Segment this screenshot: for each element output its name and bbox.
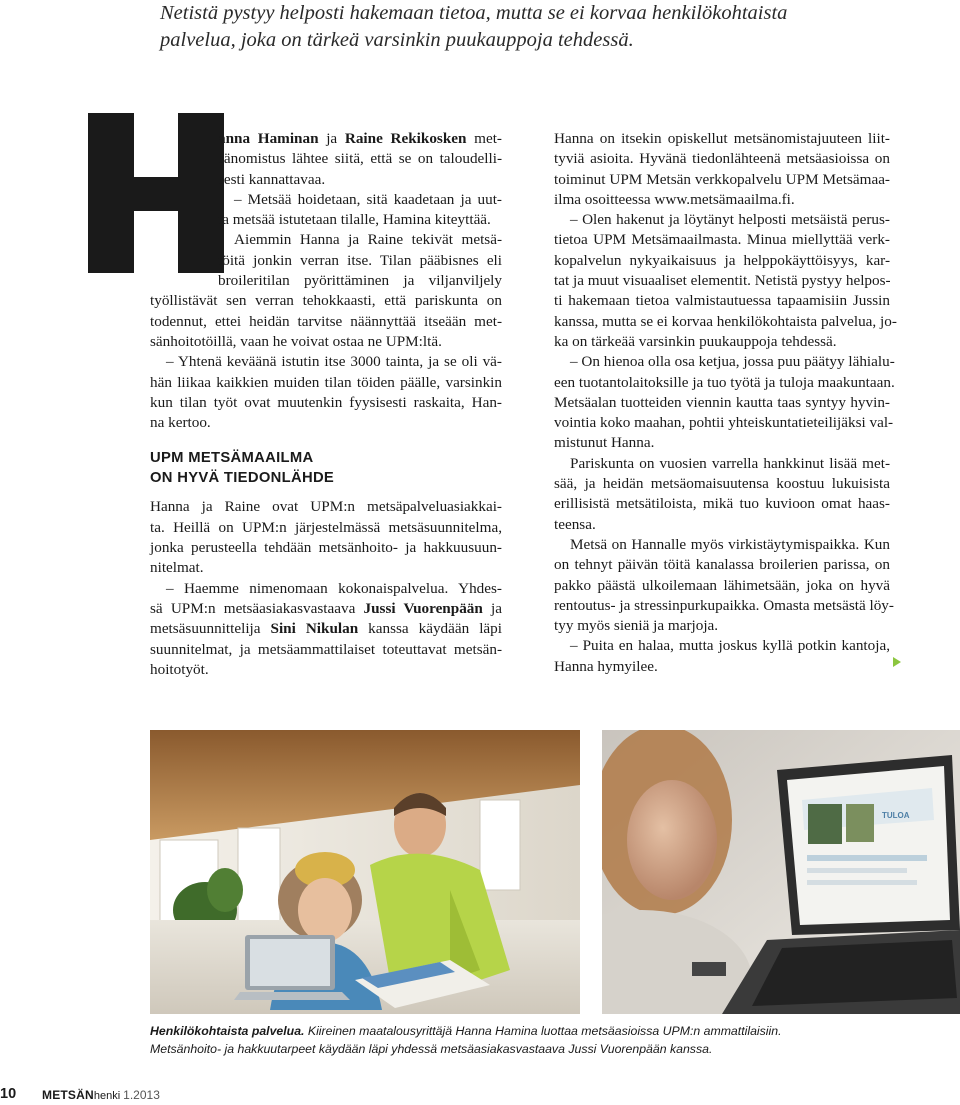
text-line: tat ja muut visuaaliset elementit. Netistä pystyy helpos- [554,272,891,290]
text-line: sänhoitotöillä, vaan he voivat ostaa ne UPM:ltä. [150,332,442,350]
intro-paragraph [218,129,502,291]
text-line: – Yhtenä keväänä istutin itse 3000 tainta, ja se oli vä- [166,353,502,371]
pull-quote-line: Netistä pystyy helposti hakemaan tietoa, mutta se ei korvaa henkilökohtaista [160,2,788,24]
text-line: toiminut UPM Metsän verkkopalvelu UPM Metsämaa- [554,170,890,188]
text-line: töitä jonkin verran itse. Tilan pääbisnes eli [218,251,502,269]
text-line: – Metsää hoidetaan, sitä kaadetaan ja uut- [234,190,502,208]
text-line: kanssa, mutta se ei korvaa henkilökohtaista palvelua, jo- [554,312,897,330]
text-fragment: ja [482,599,502,617]
text-fragment: ja [318,130,345,147]
text-line: teensa. [554,515,596,533]
text-line: ka on tärkeää varsinkin puukauppoja tehdessä. [554,332,837,350]
magazine-name-a: METSÄN [42,1088,94,1102]
text-line: – On hienoa olla osa ketjua, jossa puu päätyy lähialu- [570,353,895,371]
magazine-name-b: henki [93,1090,121,1102]
photo-couple-at-laptop [150,730,580,1014]
person-name: Raine Rekikosken [344,130,467,147]
caption-title: Henkilökohtaista palvelua. [150,1024,305,1038]
text-line: sää, ja heidän metsäomaisuutensa koostuu lukuisista [554,475,890,493]
text-line: Pariskunta on vuosien varrella hankkinut lisää met- [570,454,890,472]
text-line: na kertoo. [150,414,211,432]
text-line: työllistävät sen verran tehokkaasti, että pariskunta on [150,292,502,310]
text-line: todennut, ettei heidän tarvitse näännyttää itseään met- [150,312,502,330]
text-line: mistunut Hanna. [554,434,655,452]
text-line: hän liikaa kaikkien muiden tilan töiden päälle, varsinkin [150,373,502,391]
text-line [150,599,502,619]
caption-text: Kiireinen maatalousyrittäjä Hanna Hamina luottaa metsäasioissa UPM:n ammattilaisiin. [304,1024,782,1038]
pull-quote-line: palvelua, joka on tärkeä varsinkin puukauppoja tehdessä. [160,29,634,51]
issue-number: 1.2013 [123,1088,160,1102]
text-fragment: sä UPM:n metsäasiakasvastaava [150,599,364,617]
text-line: – Olen hakenut ja löytänyt helposti metsäistä perus- [570,211,890,229]
text-line: nitelmat. [150,559,204,577]
article-column-2 [554,129,897,677]
text-line: sänomistus lähtee siitä, että se on taloudelli- [218,150,502,168]
text-line: vointia koko maahan, pohtii yhteiskuntatieteilijäksi val- [554,414,894,432]
text-line: suunnitelmat, ja metsäammattilaiset toteuttavat metsän- [150,640,502,658]
text-line: tietoa UPM Metsämaailmasta. Minua miellyttää verk- [554,231,890,249]
text-line: broileritilan pyörittäminen ja viljanviljely [218,272,502,290]
text-line: Metsä on Hannalle myös virkistäytymispaikka. Kun [570,535,890,553]
text-line: pakko päästä ulkoilemaan lähimetsään, joka on hyvä [554,576,890,594]
caption-line: Metsänhoito- ja hakkuutarpeet käydään läpi yhdessä metsäasiakasvastaava Jussi Vuorenpään kanssa. [150,1042,713,1056]
text-line: Aiemmin Hanna ja Raine tekivät metsä- [234,231,502,249]
text-line: ta. Heillä on UPM:n järjestelmässä metsäsuunnitelma, [150,518,502,536]
text-line: erillisistä metsätiloista, mikä tuo kuvioon omat haas- [554,495,890,513]
text-line: jonka perusteella tehdään metsänhoito- ja hakkuusuun- [150,539,502,557]
text-line: Hanna ja Raine ovat UPM:n metsäpalveluasiakkai- [150,498,502,516]
text-line: kun tilan työt ovat muutenkin fyysisesti raskaita, Han- [150,393,502,411]
text-line: ti hakemaan tietoa valmistautuessa tapaamisiin Jussin [554,292,890,310]
text-fragment: kanssa käydään läpi [358,620,502,638]
text-line: tyy myös sieniä ja marjoja. [554,617,719,635]
text-line: rentoutus- ja stressinpurkupaikka. Omasta metsästä löy- [554,596,894,614]
text-line: een tuotantolaitoksille ja tuo työtä ja tuloja maakuntaan. [554,373,895,391]
person-name: anna Haminan [218,130,319,147]
photo-caption [150,1022,960,1058]
text-line: ta metsää istutetaan tilalle, Hamina kiteyttää. [218,211,491,229]
magazine-name [42,1088,160,1102]
text-line: ilma osoitteessa www.metsämaailma.fi. [554,190,795,208]
article-column-1 [150,129,502,680]
text-line: Metsäalan tuotteiden viennin kautta taas syntyy hyvin- [554,393,890,411]
end-of-article-arrow-icon [893,657,901,667]
page-number: 10 [0,1086,17,1102]
person-name: Jussi Vuorenpään [363,599,483,617]
text-line: tyviä asioita. Hyvänä tiedonlähteenä metsäasioissa on [554,150,890,168]
screen-text: TULOA [882,811,910,820]
text-line: kopalvelun nykyaikaisuus ja helppokäyttöisyys, kar- [554,251,890,269]
text-fragment: met- [466,130,502,147]
text-line [218,129,502,149]
text-fragment: metsäsuunnittelija [150,620,271,638]
person-name: Sini Nikulan [270,620,359,638]
text-line: – Puita en halaa, mutta joskus kyllä potkin kantoja, [570,637,890,655]
heading-line: UPM METSÄMAAILMA [150,450,314,467]
caption-line [150,1022,960,1040]
heading-line: ON HYVÄ TIEDONLÄHDE [150,470,335,487]
text-line: hoitotyöt. [150,660,209,678]
photo-laptop-website [602,730,960,1014]
text-line: Hanna hymyilee. [554,657,658,675]
text-line: on tehnyt päivän töitä kanalassa broilerien parissa, on [554,556,890,574]
pull-quote [160,0,920,54]
section-heading [150,448,502,488]
text-line [150,619,502,639]
text-line: – Haemme nimenomaan kokonaispalvelua. Yhdes- [166,579,502,597]
text-line: sesti kannattavaa. [218,170,326,188]
text-line: Hanna on itsekin opiskellut metsänomistajuuteen liit- [554,130,890,147]
